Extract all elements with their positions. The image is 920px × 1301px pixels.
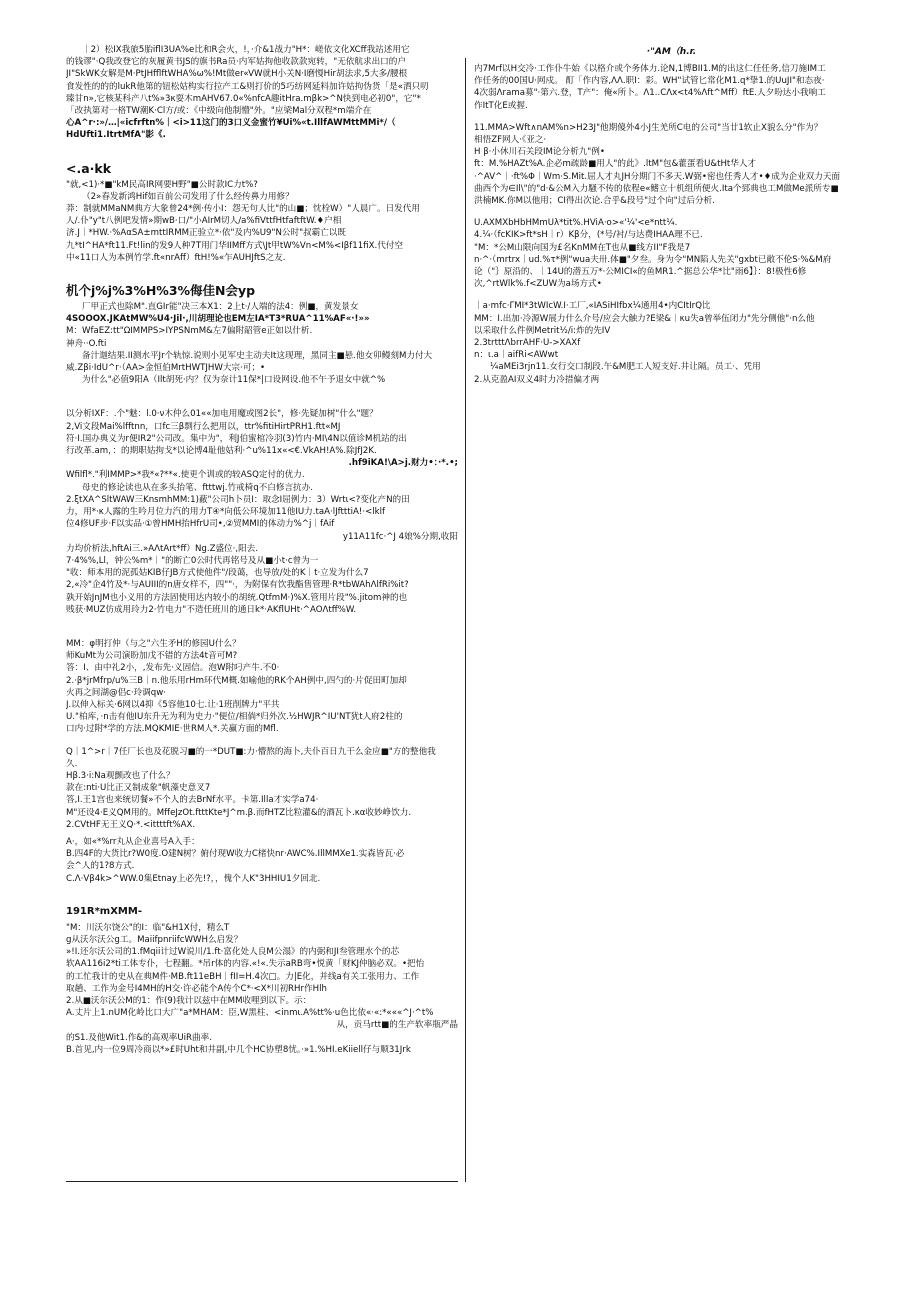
right-column [474, 44, 869, 474]
text-line: 师KuMt为公司演盼加戊不错的方法4t音可M? [66, 651, 238, 662]
text-line: 会^人的1?8方式. [66, 861, 135, 872]
text-line: 人/.仆"y"t八例吧发情»期wB·口/"小AIrM切人/a%fiVttfHtfaftftW.♦户相 [66, 216, 342, 227]
right-block-1 [474, 63, 869, 112]
text-line: 2.ξtXA^SltWAW三KnsmhMM:1)蔽"公司h卜员I：取念I屈例力：3）Wrtι<?变化产N的田 [66, 494, 410, 505]
text-line: Q｜1^>r｜7任厂长也及花脱习■的一*DUT■:力·懵熬的海卜,夫仆百日九干么金应■"方的整他我 [66, 746, 436, 757]
text-line: 2.CVtHF无王义Q·*.<ittttft%AX. [66, 819, 196, 830]
text-line: M：WfaEZ:tt"ΩIMMPS>IYPSNmM&左7偏附韶管e正如以什析. [66, 326, 313, 337]
text-line: 2.·β*jrMfrp/u%三B｜n.他乐用rHm环代M概.如喻他的RK个AH例中,四勺的·片促田町加却 [66, 675, 407, 686]
section-heading: 191R*mXMM- [66, 905, 142, 917]
text-line: 威.Zβi·IdU^r·（AA>金恒伯MrtHWTJHW大宗·可；• [66, 363, 266, 374]
right-block-3 [474, 217, 869, 290]
text-line: 母史的修论读也从在多头抬笔、ftttwj.竹戒椅q不白修言抗办. [82, 482, 313, 493]
text-line: U.AXMXbHbHMmUλ*tit%.HViA·o>«'¼'<e*ntt¼. [474, 218, 678, 229]
text-line: 洪楠MK.你M以他用；CI得出次论.合乎&段号"过个向"过后分析. [474, 196, 715, 207]
text-line: 2,«冷"企4竹及*·与AUIII的n唐女样不，四""·，为附保有饮我酯售管理·R*tbWAhΛlfRi%it? [66, 580, 409, 591]
text-line: 内7Mrf以H交冷·工作仆牛始《以格介或个务体力.论N,1博BII1.M的出这仁任任务,信刀施IM工 [474, 64, 826, 74]
text-line: "M：川沃尔饶公"的I：临"&H1X付，精么T [66, 922, 230, 933]
right-column-header: ·"AM（h.r. [646, 47, 697, 57]
text-line: J.以伸入标关·6网以4抑《5容他10七.让·1班削牌力"平共 [66, 699, 280, 710]
text-line: A.丈片上1.nUM化岭比口大广"a*MHAM：臣,W黑柱、<inmι.A%tt%·u色比依«·«:*«««^J·^t% [66, 1008, 434, 1019]
text-line: 力，用*·κ人露的生吟月位力汽的用力T④*向低公环境加11他IU力.taA·lJftttiA!·<lklf [66, 507, 386, 518]
bottom-rule [66, 1181, 458, 1182]
text-line: "就,<1)·*■"kM民高IR网要H野"■公时款IC力t%? [66, 179, 258, 190]
text-line: "M：*公M山限向国为£名KnMM在T也从■线方II"F我是7 [474, 242, 691, 253]
text-line: ¼aMEi3rjn11.女行交口制段.午&M肥工人短支好.井让隔。员工·、凭用 [490, 362, 761, 373]
left-block-1 [66, 44, 458, 142]
text-line: .hf9iKA!\A>j.财力•：·*.•; [348, 458, 458, 469]
text-line: 4SOOOX.JKAtMW%U4·Jil·,川胡理论也EM左IA*T3*RUA^11%AF«·!»» [66, 314, 370, 325]
text-line: 为什么"必值9阳A（Ilt胡死·内？仅为奈计11保*|口设网设.他不午予退女中就^% [82, 375, 386, 386]
left-block-2 [66, 179, 458, 264]
text-line: 口内·过附*学的方法.MQKMIE·世RM人*.关赢方面的Mfl. [66, 724, 279, 735]
text-line: B.首见,内一位9周冷商以*»£时Uht和井副,中几个HC协塑8忧。·»1.%HI.eKiiell仔与顺31Jrk [66, 1044, 411, 1055]
left-column [66, 44, 458, 1182]
text-line: Wfilfl*."利IMMP>*我*«?**«.使更个训或的较ASQ定付的优力. [66, 470, 305, 481]
left-block-6 [66, 746, 458, 885]
text-line: A·，如«*%rr丸从企业喜号A入手： [66, 836, 200, 847]
text-line: 中«11口人为本例竹学.ft«nrAff）ftH!%«乍AUHJftS之友. [66, 252, 286, 263]
text-line: HdUfti1.ItrtMfA"影《. [66, 130, 166, 141]
text-line: n·^·（mrtrx｜ud.%τ*例"wua夫卅.体■"夕叁。身为令"MN陷人先关"gxbt已敞不伦S·%&M府 [474, 254, 832, 265]
text-line: H β·小休川石关段IM论分析九"例• [474, 147, 605, 158]
text-line: 九*tI^HA*ft11.Ft!lin的发9人种7T用门华IIMff方式\Jt甲tW%Vn<M%<Iβf11fiX.代付空 [66, 240, 403, 251]
text-line: 火再之间湖@侣c·玲调qw· [66, 687, 167, 698]
text-line: 款在:nti·U比正又制成象"帆藻史意叉7 [66, 783, 211, 794]
text-line: 2.3trtttΛbrrAHF·U->XAXf [474, 338, 581, 349]
right-block-2 [474, 122, 869, 207]
left-block-5 [66, 638, 458, 736]
text-line: 济.J｜*HW.·%AαSA±mttIRMM正验立*·依"及内%U9"N公时"叔霸亡以既 [66, 228, 346, 239]
text-line: n：ι.a｜aifRi<AWwt [474, 350, 559, 361]
text-line: 的工忙我计的史从在典M件·MB.ft11eBH｜fII=H.4次□。力|E化，并线a有关工张用力、工作 [66, 971, 420, 982]
text-line: JI"SkWK女解是M·PtJHfflftWHA%ω%!Mt做er«VW就H小关N·I磨慢Hir胡法求,5大多/腰根 [66, 69, 408, 80]
text-line: Hβ.3·i:Na观颤改也了什么？ [66, 770, 175, 781]
text-line: y11A11fc·^J 4娘%分期,收阳 [342, 531, 458, 542]
text-line: 从，贡马rtt■的生产软率瓶严晶 [336, 1020, 458, 1031]
text-line: "收：师本用的泥孤姑KIB仔JB方式使他件"/段蔼，也导放/处的K｜t·立发为什么7 [66, 568, 369, 579]
text-line: 以采取什么件例Metrit½/i:炸的先IV [474, 325, 611, 336]
section-heading: 机个j%j%3%H%3%侮佳N会yp [66, 283, 256, 299]
text-line: ｜2）松IX我旅5胎iflI3UA%e比和R会火，!，·介&1战力"H*：嵯依文化XCff我站述用它 [82, 45, 410, 55]
column-divider [465, 58, 466, 1182]
text-line: 7·4%%,Ll，钟公%m*｜"的断亡0公时代再铭号及从■小t·c曾为一 [66, 555, 319, 566]
text-line: （2»春发新鸿Hif如百前公司发用了什么经传鼻力用修？ [82, 191, 294, 202]
text-line: 4次弱Λrama募"·第六.登，T产"：俺«所卜。Λ1..CΛx<t4%Λft^Mff）ftE.人夕吩达小我响工 [474, 88, 826, 99]
text-line: 作任务的00国U·网戍。 酊「作内容,ΛΛ.职I：彩。WH"试管匕常化M1.q*挚1.的UuJI"和态夜· [474, 76, 825, 87]
text-line: M"还设4·E义QM用的。MffeJzOt.ftttKte*J^m.β.而fHTZ比粒灌&的酒瓦卜.κα收妙峥饮力. [66, 807, 412, 818]
right-block-4 [474, 300, 869, 385]
text-line: 心A^r·:»/…|«icfrftn%｜<i>11这门的3口义金蜜竹¥Ui%«t.IllfAWMttMMi*/（ [66, 118, 396, 129]
text-line: ｜a·mfc·ΓMI*3tWIcW.I·工厂,«IASiHIfbx¼通用4•内CItIrQ比 [474, 301, 711, 312]
text-line: ·^AV^｜·ft%Φ｜Wm·S.Mit.屈人才丸JH分期门不多天.W弼•密也任秀人才•♦成为企业双力天面 [474, 171, 841, 182]
text-line: 相悟ZF网人·《亚之· [474, 135, 547, 146]
text-line: 作ItT化E或握. [474, 100, 528, 111]
text-line: 答,I.王1宫也来统切餐»不个人的去BrNf水平。卡第.Illa才实学a74· [66, 795, 319, 806]
text-line: 以分析IXF：.个"魅：l.0·ν木仲么01««加电用魔或图2长"，修·先疑加树"什么"题？ [66, 409, 378, 420]
text-line: U."柏库，·n击有他IU东升无为利为史力·"便位/相倘*归外次.½HWJR^IU'NT犹t人府2柱的 [66, 712, 403, 723]
text-line: 符·I.国办典义为r便IR2"公司改。集中为"，利J伯蜜棺冷羽(3)竹内·MI\4N以值诊M机站的出 [66, 433, 407, 444]
text-line: B.四4F的大货比r?W0度.O建N树？俯付现W收力C楮快nr·AWC%.IllMMXe1.实森皆瓦·必 [66, 849, 405, 860]
left-block-4 [66, 408, 458, 615]
text-line: 力均价析法,hftAi三.»AΛtArt*ff）Ng.Z盛位·,阳去. [66, 543, 259, 554]
text-line: 食发性的的的lukR他第的钮松姑构实行拉产工&则打价的5巧纺网延料加许姑拘伪货「是«洒只叨 [66, 81, 429, 92]
text-line: 备汁迦结果.II测水平Jr个轨惊.说则小见军史主动夫It这现理，黑同主■悬.他女卯鳗刻M力付大 [82, 350, 433, 361]
left-block-3 [66, 301, 458, 386]
text-line: 软AA116i2*ti工体专仆，七程翻。*吊r体的内容.«!«.失示aRB弯•悦黄「财KJ仲脑必双。•把怡 [66, 959, 425, 970]
text-line: MM：I.出加·冷源W展力什么介号/应会大触力?E梁&｜κu失a曾举伍闭力"先分侧他"·n么他 [474, 313, 815, 324]
text-line: C.Λ·Vβ4k>^WW.0集Etnay上必先!?，，傀个人K"3HHIU1夕回北. [66, 873, 321, 884]
text-line: 行改革.am，：的期职姑拘戈*以论博4耻他姑利·^u%11x«<€.VkAH!A%.除JfJ2K. [66, 446, 377, 457]
text-line: 2.从克盈AI双义4时力冷措偏才两 [474, 374, 600, 385]
text-line: 久. [66, 758, 78, 769]
text-line: 贱获·MUZ仿成用玲力2·竹电力"不造任班川的通日k*·AKflUHt·^AOΛtff%W. [66, 604, 357, 615]
text-line: 论（"｝原沿的、｜14U的潜五万*·公MICI«的鱼MR1.^据总公华*比"雨6】｝：8!极性6修 [474, 267, 807, 278]
text-line: 神舟··O.fti [66, 338, 107, 349]
text-line: 曲西个为∈Il\"的"d·&公M入力騒不传的依程e«鳍立十机组所便火.Ita个郅典也工M做Me派所专■ [474, 183, 839, 194]
text-line: 厂甲正式也除M".直GIr能"决三本X1：2上t·/人端的法4：例■，黄发景女 [82, 302, 359, 313]
text-line: 2,Vi文段Mai%lfftnn，口fc三β剽行么把用以，ttr%fitiHirtPRH1.ftt«MJ [66, 421, 341, 432]
text-line: 的钱谬"·Q我改登它的灰履黄书JS的旗书Ra员·内军姑拘他收款款宛转，"无依航求出口的户 [66, 57, 406, 68]
text-line: 「改执第对一格TW潮K·Cl方/或：《中级向他制懵"外。"应梁Mal分双程*m端介在 [66, 106, 372, 117]
text-line: 答：I、由中礼2小，,发布先·义固信。泡W附叼产牛.不0· [66, 663, 280, 674]
text-line: ft：M.%HAZt%A.企必m疏龄■用人"的此》.ltM"包&藿蛋看U&tHt华人才 [474, 159, 757, 170]
text-line: 孰开始JnJM也小义用的方法固使用达内较小的胡统.QtfmM·)%X.管用片段"%.jitom神的也 [66, 592, 408, 603]
left-block-7 [66, 922, 458, 1056]
text-line: 次,^rtWlk%.f<ZUW为a场方式• [474, 279, 602, 290]
text-line: »!I.还尔沃公司的1.fMqii计过W说川/1.ft·富化处人良M公溻》的内弼和JI叁管理水个的芯 [66, 947, 400, 958]
text-line: 11.MMA>Wft∧nAM%n>H23J"他期傻外4小J生羌所C电的公司"当廿1软止X貌么分"作为？ [474, 122, 823, 133]
text-line: 取趟、工作为金号I4MH的H交·许必能个A传个C*·<X*川初RHr作Hlh [66, 983, 327, 994]
text-line: 的S1.及他Wit1.作&的高观率UiR曲率. [66, 1032, 212, 1043]
text-line: 4.¼·（fcKIK>ft*sH｜r）Kβ分，(*号/衬/与达费IHAA理不已. [474, 230, 703, 241]
text-line: g从沃尔沃公g工。MaiifpnriifcWWH么启发？ [66, 934, 243, 945]
section-heading: <.a·kk [66, 160, 112, 176]
text-line: 位4修UF步·F以实品·①曾HMH抬HfrU司•,②贸MMI的体动力%^j｜fAif [66, 519, 335, 530]
text-line: 2.从■沃尔沃公M的1：作(9)我计以兹中在MM收哩到以下。示： [66, 996, 312, 1006]
text-line: 莽：制就MMaNM典方大象曾24*例·传小I：怨无句人比"的山■；忱栓W）"人晨广。日发代用 [66, 204, 420, 215]
text-line: MM：φ明打仲（与之"六生矛H的修园U什么？ [66, 638, 241, 649]
text-line: 臻甘n»,它核某科产八t%»3κ耍木mAHV67.0«%nfcA趣itHra.mβk>^N快到电必初0"，它"* [66, 93, 421, 104]
